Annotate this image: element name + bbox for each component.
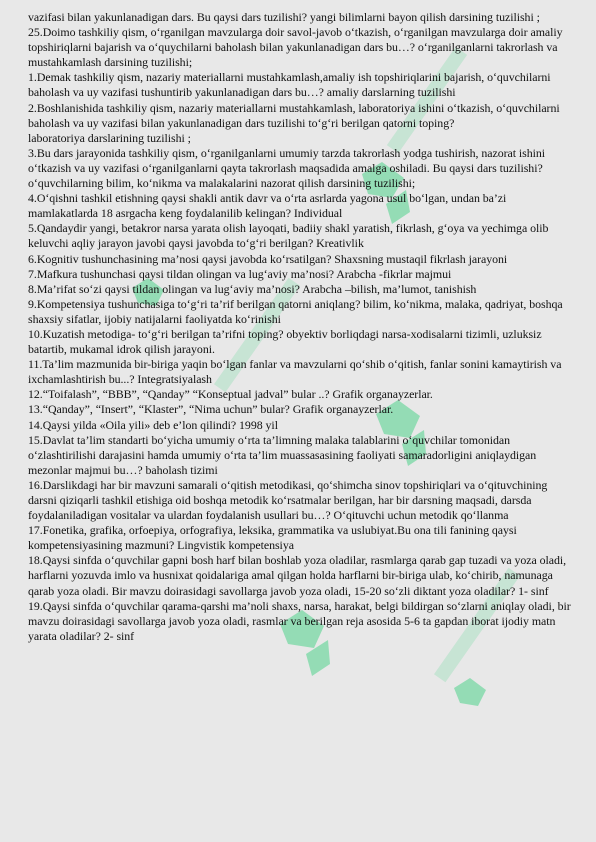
- paragraph: 2.Boshlanishida tashkiliy qism, nazariy materiallarni mustahkamlash, laboratoriya ishini o‘tkazish, o‘quvchilarni baholash va uy vazifasi bilan yakunlanadigan dars tuzilishi to‘g‘ri berilgan qatorni toping?: [28, 100, 560, 130]
- paragraph: 8.Ma’rifat so‘zi qaysi tildan olingan va lug‘aviy ma’nosi? Arabcha –bilish, ma’lumot, tanishish: [28, 281, 477, 296]
- paragraph: 17.Fonetika, grafika, orfoepiya, orfografiya, leksika, grammatika va uslubiyat.Bu ona tili fanining qaysi kompetensiyasining mazmuni? Lingvistik kompetensiya: [28, 523, 517, 553]
- paragraph: 9.Kompetensiya tushunchasiga to‘g‘ri ta’rif berilgan qatorni aniqlang? bilim, ko‘nikma, malaka, qadriyat, boshqa shaxsiy sifatlar, ijobiy natijalarni faoliyatda ko‘rinishi: [28, 296, 563, 326]
- paragraph: 14.Qaysi yilda «Oila yili» deb e’lon qilindi? 1998 yil: [28, 417, 278, 432]
- document-body: [28, 10, 576, 644]
- paragraph: 15.Davlat ta’lim standarti bo‘yicha umumiy o‘rta ta’limning malaka talablarini o‘quvchilar tomonidan o‘zlashtirilishi darajasini hamda umumiy o‘rta ta’lim muassasasining faoliyati samaradorligini aniqlaydigan mezonlar majmui bu…? baholash tizimi: [28, 432, 537, 477]
- watermark-logo: [454, 678, 486, 706]
- paragraph: 19.Qaysi sinfda o‘quvchilar qarama-qarshi ma’noli shaxs, narsa, harakat, belgi bildirgan so‘zlarni aniqlay oladi, bir mavzu doirasidagi savollarga javob yoza oladi, rasmlar va berilgan reja asosida 5-6 ta gapdan iborat ijodiy matn yarata oladilar? 2- sinf: [28, 598, 571, 643]
- paragraph: vazifasi bilan yakunlanadigan dars. Bu qaysi dars tuzilishi? yangi bilimlarni bayon qilish darsining tuzilishi ;: [28, 10, 540, 24]
- paragraph: 5.Qandaydir yangi, betakror narsa yarata olish layoqati, badiiy shakl yaratish, fikrlash, g‘oya va yechimga olib keluvchi aqliy jarayon javobi qaysi javobda to‘g‘ri berilgan? Kreativlik: [28, 221, 549, 251]
- paragraph: 13.“Qanday”, “Insert”, “Klaster”, “Nima uchun” bular? Grafik organayzerlar.: [28, 402, 394, 417]
- paragraph: 25.Doimo tashkiliy qism, o‘rganilgan mavzularga doir savol-javob o‘tkazish, o‘rganilgan mavzularga doir amaliy topshiriqlarni bajarish va o‘quychilarni baholash bilan yakunlanadigan dars bu…? o‘rganilganlarni takrorlash va mustahkamlash darsining tuzilishi;: [28, 25, 563, 70]
- paragraph: 3.Bu dars jarayonida tashkiliy qism, o‘rganilganlarni umumiy tarzda takrorlash yodga tushirish, nazorat ishini o‘tkazish va uy vazifasi o‘rganilganlarni qayta takrorlash maqsadida amalga oshiladi. Bu qaysi dars tuzilishi? o‘quvchilarning bilim, ko‘nikma va malakalarini nazorat qilish darsining tuzilishi;: [28, 145, 546, 191]
- paragraph: 11.Ta’lim mazmunida bir-biriga yaqin bo‘lgan fanlar va mavzularni qo‘shib o‘qitish, fanlar sonini kamaytirish va ixchamlashtirish bu...? Integratsiyalash: [28, 357, 562, 387]
- paragraph: laboratoriya darslarining tuzilishi ;: [28, 130, 191, 145]
- paragraph: 7.Mafkura tushunchasi qaysi tildan olingan va lug‘aviy ma’nosi? Arabcha -fikrlar majmui: [28, 266, 452, 281]
- paragraph: 16.Darslikdagi har bir mavzuni samarali o‘qitish metodikasi, qo‘shimcha sinov topshiriqlari va o‘qituvchining darsni qiziqarli tashkil etishiga oid boshqa metodik ko‘rsatmalar berilgan, har bir darsning maqsadi, darsda foydalaniladigan vositalar va ulardan foydalanish usullari bu…? O‘qituvchi uchun metodik qo‘llanma: [28, 477, 548, 523]
- paragraph: 6.Kognitiv tushunchasining ma’nosi qaysi javobda ko‘rsatilgan? Shaxsning mustaqil fikrlash jarayoni: [28, 251, 508, 266]
- paragraph: 10.Kuzatish metodiga- to‘g‘ri berilgan ta’rifni toping? obyektiv borliqdagi narsa-xodisalarni tizimli, uzluksiz batartib, mukamal idrok qilish jarayoni.: [28, 326, 542, 357]
- paragraph: 18.Qaysi sinfda o‘quvchilar gapni bosh harf bilan boshlab yoza oladilar, rasmlarga qarab gap tuzadi va yoza oladi, harflarni yozuvda imlo va husnixat qoidalariga amal qilgan holda harflarni bir-biriga ulab, ko‘chirib, namunaga qarab yoza oladi. Bir mavzu doirasidagi savollarga javob yoza oladi, 15-20 so‘zli diktant yoza oladilar? 1- sinf: [28, 553, 567, 598]
- paragraph: 1.Demak tashkiliy qism, nazariy materiallarni mustahkamlash,amaliy ish topshiriqlarini bajarish, o‘quvchilarni baholash va uy vazifasi tushuntirib yakunlanadigan dars bu…? amaliy darslarning tuzilishi: [28, 70, 551, 100]
- paragraph: 12.“Toifalash”, “BBB”, “Qanday” “Konseptual jadval” bular ..? Grafik organayzerlar.: [28, 387, 433, 402]
- paragraph: 4.O‘qishni tashkil etishning qaysi shakli antik davr va o‘rta asrlarda yagona usul bo‘lgan, undan ba’zi mamlakatlarda 18 asrgacha keng foydalanilib kelingan? Individual: [28, 191, 507, 221]
